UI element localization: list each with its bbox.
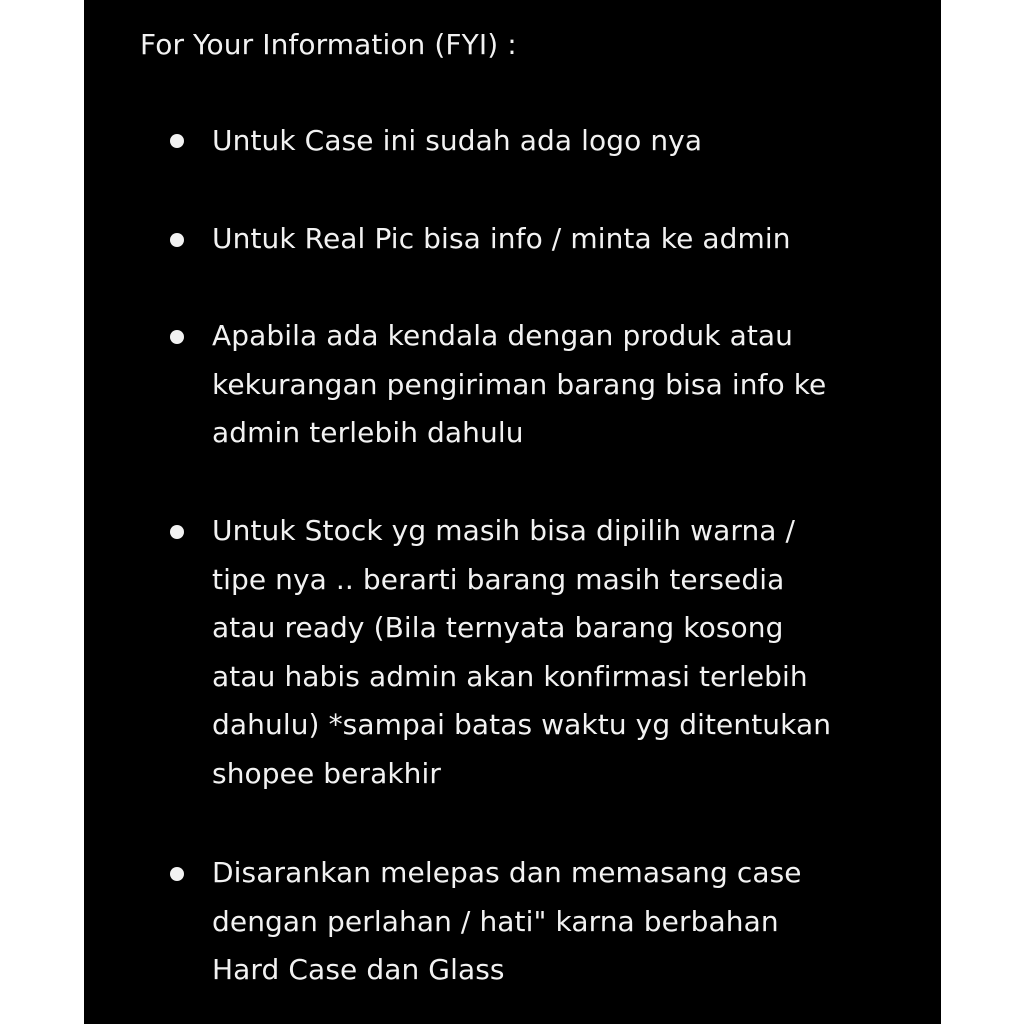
list-item	[212, 215, 912, 264]
list-item	[212, 117, 912, 166]
list-item-line: tipe nya .. berarti barang masih tersedia	[212, 562, 785, 596]
list-item	[212, 849, 912, 995]
bullet-icon	[170, 330, 184, 344]
info-panel	[84, 0, 941, 1024]
fyi-heading: For Your Information (FYI) :	[140, 28, 517, 61]
list-item	[212, 507, 912, 798]
list-item-line: kekurangan pengiriman barang bisa info ke	[212, 367, 827, 401]
bullet-icon	[170, 525, 184, 539]
list-item-line: Apabila ada kendala dengan produk atau	[212, 319, 794, 352]
bullet-icon	[170, 134, 184, 148]
list-item	[212, 312, 912, 458]
list-item-line: shopee berakhir	[212, 756, 442, 790]
list-item-line: admin terlebih dahulu	[212, 416, 524, 449]
list-item-line: Untuk Stock yg masih bisa dipilih warna /	[212, 514, 796, 547]
list-item-line: dahulu) *sampai batas waktu yg ditentukan	[212, 708, 832, 741]
list-item-line: atau ready (Bila ternyata barang kosong	[212, 611, 784, 644]
list-item-line: Untuk Real Pic bisa info / minta ke admin	[212, 222, 791, 255]
list-item-line: atau habis admin akan konfirmasi terlebih	[212, 659, 808, 693]
list-item-line: dengan perlahan / hati" karna berbahan	[212, 904, 779, 938]
bullet-icon	[170, 233, 184, 247]
list-item-line: Hard Case dan Glass	[212, 953, 505, 986]
bullet-icon	[170, 867, 184, 881]
list-item-line: Untuk Case ini sudah ada logo nya	[212, 124, 703, 157]
list-item-line: Disarankan melepas dan memasang case	[212, 856, 802, 889]
